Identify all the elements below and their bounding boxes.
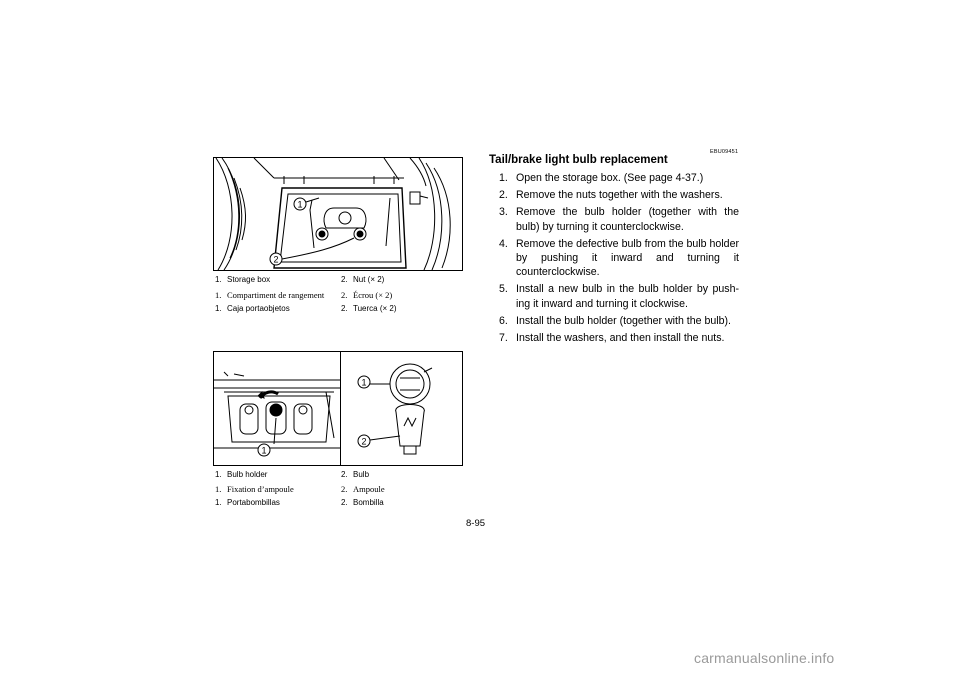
fig1-caption-es-1: 1. Caja portaobjetos <box>215 304 290 313</box>
step-item <box>489 205 739 233</box>
storage-box-drawing <box>214 158 462 270</box>
fig1-caption-en-2: 2. Nut (× 2) <box>341 275 385 284</box>
fig2-right-callout-2: 2 <box>361 436 367 447</box>
step-text: Install the washers, and then install the nuts. <box>516 332 725 345</box>
step-item <box>489 188 739 202</box>
fig2-caption-en-1: 1. Bulb holder <box>215 470 268 479</box>
step-text: Install the bulb holder (together with the bulb). <box>516 314 731 327</box>
step-number: 1. <box>499 172 508 184</box>
step-item <box>489 314 739 328</box>
figure-divider <box>340 352 341 465</box>
callout-2: 2 <box>273 254 279 265</box>
fig2-caption-en-2: 2. Bulb <box>341 470 370 479</box>
step-text: Remove the nuts together with the washers. <box>516 189 723 202</box>
fig2-caption-es-1: 1. Portabombillas <box>215 498 280 507</box>
callout-1: 1 <box>297 199 303 210</box>
fig1-caption-es-2: 2. Tuerca (× 2) <box>341 304 397 313</box>
bulb-holder-drawing <box>214 352 462 465</box>
fig1-caption-fr-2: 2. Écrou (× 2) <box>341 290 393 300</box>
fig1-caption-en-1: 1. Storage box <box>215 275 271 284</box>
fig2-caption-es-2: 2. Bombilla <box>341 498 384 507</box>
step-text: Install a new bulb in the bulb holder by push-ing it inward and turning it clockwise. <box>516 283 739 310</box>
instruction-steps <box>489 171 739 348</box>
fig1-caption-fr-1: 1. Compartiment de rangement <box>215 290 325 300</box>
fig2-caption-fr-2: 2. Ampoule <box>341 484 385 494</box>
watermark: carmanualsonline.info <box>694 650 835 666</box>
page-number: 8-95 <box>466 518 486 529</box>
step-item <box>489 171 739 185</box>
step-text: Remove the defective bulb from the bulb holder by pushing it inward and turning it counterclockwise. <box>516 237 739 279</box>
fig2-right-callout-1: 1 <box>361 377 367 388</box>
step-item <box>489 282 739 310</box>
bulb-holder-illustration <box>213 351 463 466</box>
step-number: 4. <box>499 237 508 250</box>
step-item <box>489 331 739 345</box>
step-number: 5. <box>499 283 508 296</box>
step-number: 2. <box>499 189 508 202</box>
step-number: 7. <box>499 332 508 345</box>
step-text: Open the storage box. (See page 4-37.) <box>516 172 704 184</box>
fig2-caption-fr-1: 1. Fixation d’ampoule <box>215 484 294 494</box>
section-heading: Tail/brake light bulb replacement <box>489 154 668 166</box>
fig2-left-callout-1: 1 <box>261 445 267 456</box>
step-text: Remove the bulb holder (together with the bulb) by turning it counterclockwise. <box>516 206 739 233</box>
storage-box-illustration <box>213 157 463 271</box>
step-item <box>489 237 739 280</box>
step-number: 6. <box>499 314 508 327</box>
document-code: EBU09451 <box>710 149 739 155</box>
step-number: 3. <box>499 206 508 219</box>
